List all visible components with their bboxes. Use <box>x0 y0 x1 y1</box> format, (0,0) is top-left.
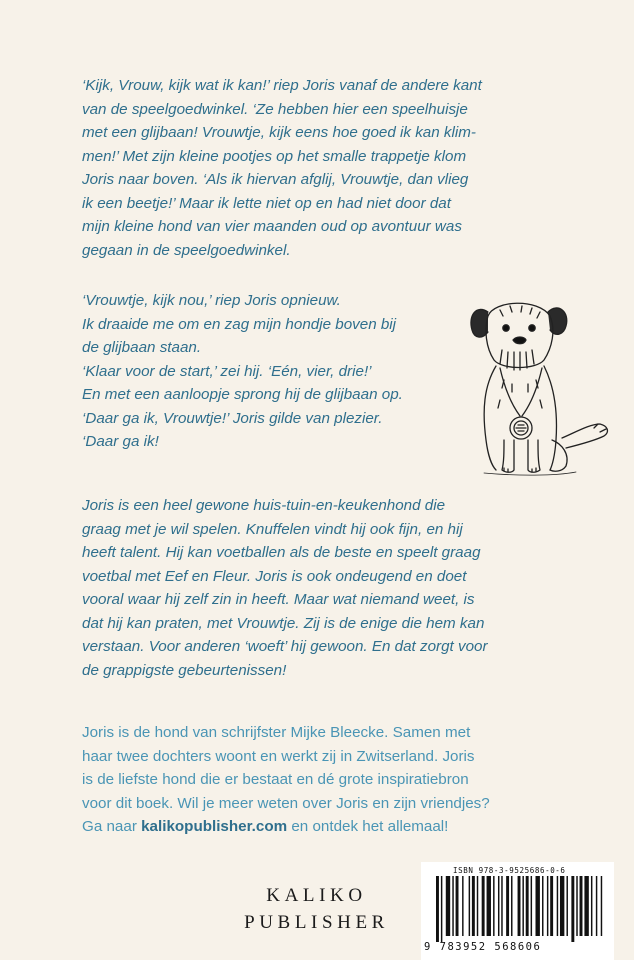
text-line: ‘Kijk, Vrouw, kijk wat ik kan!’ riep Joris vanaf de andere kant <box>82 77 482 94</box>
barcode-bar <box>531 876 532 936</box>
text-line-with-link <box>82 815 557 839</box>
barcode-bar <box>542 876 543 936</box>
text-line: ‘Klaar voor de start,’ zei hij. ‘Eén, vier, drie!’ <box>82 362 372 380</box>
text-line: ik een beetje!’ Maar ik lette niet op en had niet door dat <box>82 194 451 212</box>
text-line: ‘Daar ga ik! <box>82 433 159 450</box>
barcode-digits: 9 783952 568606 <box>424 941 542 953</box>
text-line: men!’ Met zijn kleine pootjes op het smalle trappetje klom <box>82 147 467 165</box>
text-line: heeft talent. Hij kan voetballen als de beste en speelt graag <box>82 544 481 561</box>
text-line: graag met je wil spelen. Knuffelen vindt hij ook fijn, en hij <box>82 520 463 538</box>
barcode-bar <box>446 876 450 936</box>
author-paragraph <box>82 721 557 839</box>
text-line: de grappigste gebeurtenissen! <box>82 661 287 679</box>
barcode-bar <box>477 876 478 936</box>
last-line-prefix: Ga naar <box>82 818 142 835</box>
publisher-line-2: PUBLISHER <box>244 912 389 933</box>
text-line: is de liefste hond die er bestaat en dé grote inspiratiebron <box>82 771 469 788</box>
barcode-bar <box>482 876 485 936</box>
text-line: met een glijbaan! Vrouwtje, kijk eens hoe goed ik kan klim- <box>82 124 476 141</box>
text-line: haar twee dochters woont en werkt zij in Zwitserland. Joris <box>82 747 475 765</box>
dog-with-medal-illustration <box>466 290 614 476</box>
barcode-bar <box>571 876 574 942</box>
text-line: Joris naar boven. ‘Als ik hiervan afglij, Vrouwtje, dan vlieg <box>82 171 469 188</box>
barcode-bar <box>601 876 602 936</box>
barcode-bar <box>469 876 470 936</box>
text-line: Ik draaide me om en zag mijn hondje boven bij <box>82 315 397 333</box>
barcode-bars <box>436 876 604 942</box>
text-line: voor dit boek. Wil je meer weten over Joris en zijn vriendjes? <box>82 794 490 812</box>
barcode-bar <box>506 876 509 936</box>
publisher-logo <box>234 882 399 936</box>
barcode-bar <box>498 876 499 936</box>
text-line: de glijbaan staan. <box>82 339 202 356</box>
barcode-bar <box>511 876 512 936</box>
barcode-bar <box>557 876 558 936</box>
last-line-suffix: en ontdek het allemaal! <box>287 818 449 835</box>
barcode-bar <box>522 876 523 936</box>
text-line: Joris is de hond van schrijfster Mijke Bleecke. Samen met <box>82 724 471 741</box>
story-paragraph-1 <box>82 74 557 262</box>
barcode-bar <box>596 876 597 936</box>
text-line: dat hij kan praten, met Vrouwtje. Zij is de enige die hem kan <box>82 614 485 632</box>
barcode-bar <box>547 876 548 936</box>
text-line: mijn kleine hond van vier maanden oud op avontuur was <box>82 218 462 235</box>
text-line: voetbal met Eef en Fleur. Joris is ook ondeugend en doet <box>82 567 467 585</box>
text-line: ‘Vrouwtje, kijk nou,’ riep Joris opnieuw. <box>82 292 341 309</box>
barcode-bar <box>526 876 529 936</box>
text-line: vooral waar hij zelf zin in heeft. Maar wat niemand weet, is <box>82 591 475 608</box>
barcode-bar <box>456 876 459 936</box>
barcode-bar <box>560 876 564 936</box>
barcode-bar <box>591 876 592 936</box>
website-link[interactable]: kalikopublisher.com <box>141 818 288 835</box>
text-line: En met een aanloopje sprong hij de glijbaan op. <box>82 386 403 403</box>
text-line: ‘Daar ga ik, Vrouwtje!’ Joris gilde van plezier. <box>82 409 383 427</box>
isbn-label: ISBN 978-3-9525686-0-6 <box>453 866 566 875</box>
publisher-line-1: KALIKO <box>266 885 367 906</box>
text-line: verstaan. Voor anderen ‘woeft’ hij gewoon. En dat zorgt voor <box>82 638 488 655</box>
barcode-bar <box>580 876 583 936</box>
barcode-bar <box>501 876 502 936</box>
text-line: van de speelgoedwinkel. ‘Ze hebben hier een speelhuisje <box>82 100 468 118</box>
text-line: gegaan in de speelgoedwinkel. <box>82 241 291 259</box>
barcode-bar <box>518 876 521 936</box>
barcode-bar <box>452 876 453 936</box>
barcode-bar <box>550 876 553 936</box>
barcode-bar <box>436 876 439 942</box>
text-line: Joris is een heel gewone huis-tuin-en-keukenhond die <box>82 497 446 514</box>
story-paragraph-2 <box>82 289 452 454</box>
blurb-paragraph <box>82 494 557 682</box>
barcode-bar <box>441 876 442 942</box>
barcode-bar <box>576 876 577 936</box>
barcode-bar <box>462 876 463 936</box>
barcode-bar <box>493 876 494 936</box>
barcode-bar <box>472 876 475 936</box>
barcode-bar <box>584 876 588 936</box>
barcode-bar <box>487 876 491 936</box>
barcode-bar <box>535 876 539 936</box>
barcode-bar <box>566 876 567 936</box>
